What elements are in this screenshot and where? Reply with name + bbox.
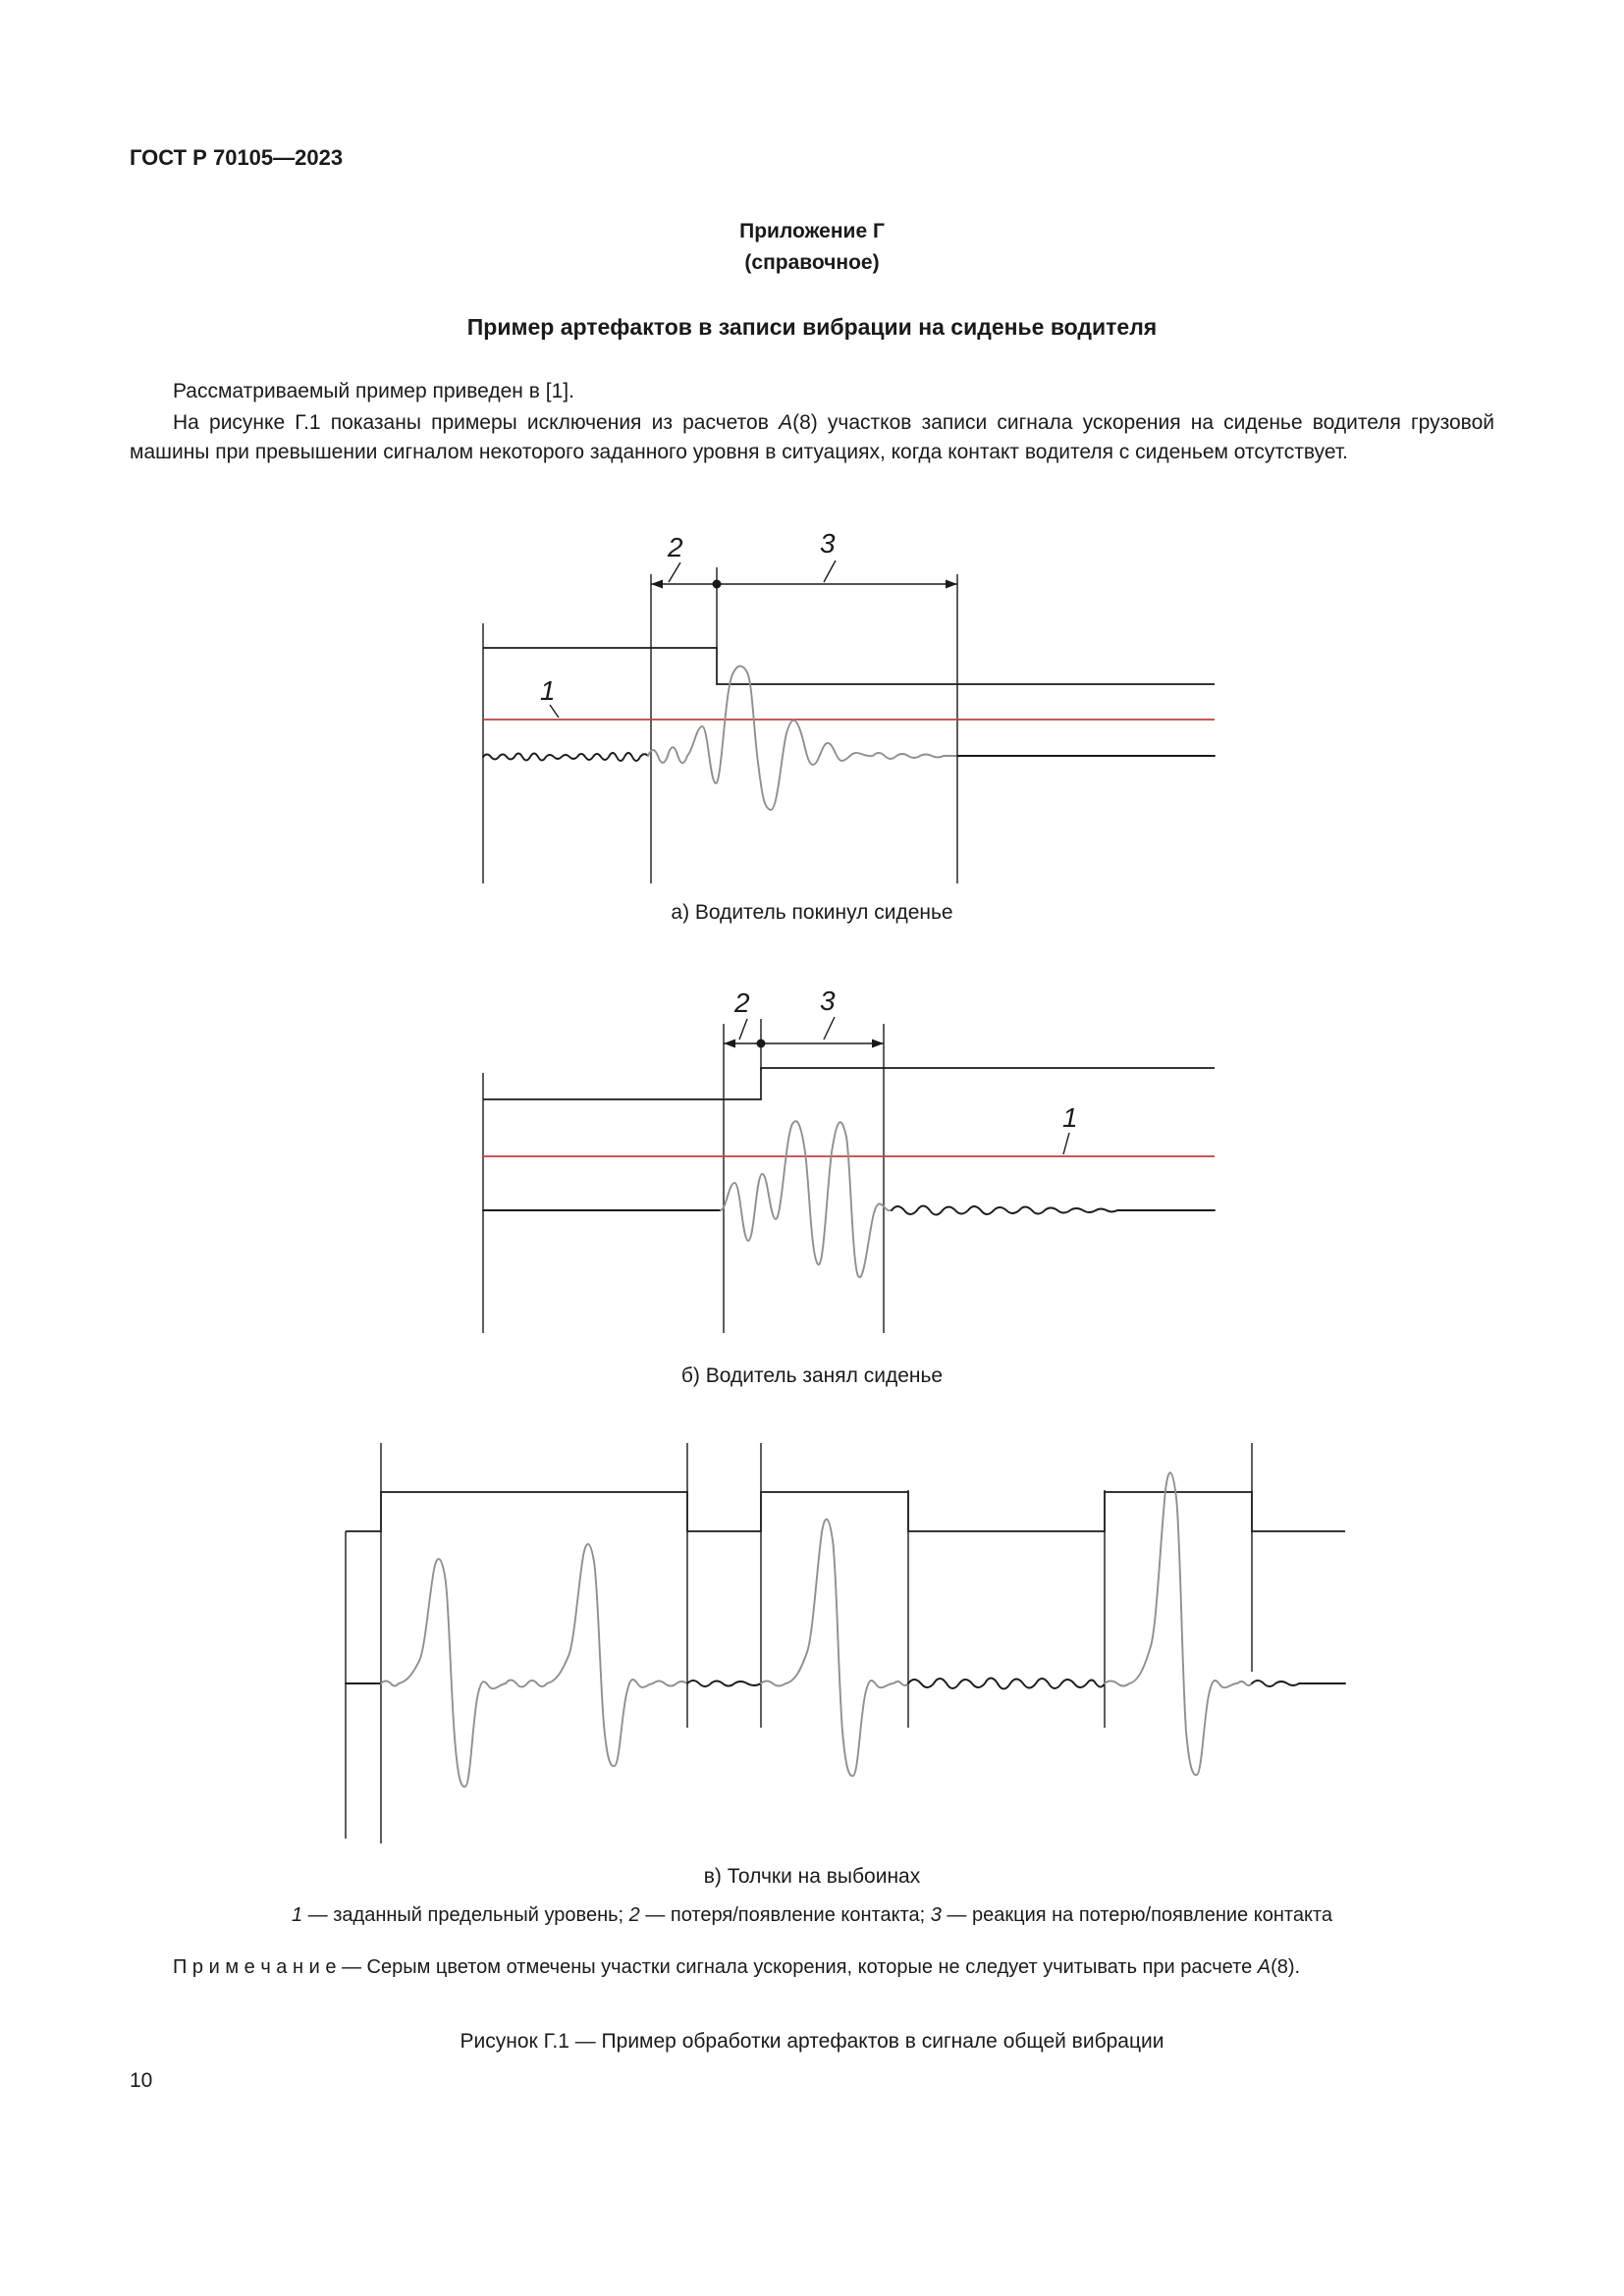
figure-a-plot <box>471 525 1227 898</box>
note <box>130 1953 1494 1982</box>
appendix-title: Приложение Г <box>739 220 885 242</box>
paragraph-2 <box>130 408 1494 467</box>
contact-event-dot <box>757 1040 766 1048</box>
acceleration-signal-mid-1 <box>687 1681 761 1686</box>
gate-signal-line <box>483 1068 1215 1099</box>
paragraph-2-text-tail: (8) участков записи сигнала ускорения на сиденье водителя грузовой машины при превышении сигналом некоторого заданного уровня в ситуациях, когда контакт водителя с сиденьем отсутствует. <box>130 411 1495 463</box>
legend-text-1: — заданный предельный уровень; <box>302 1904 629 1926</box>
figure-b-caption: б) Водитель занял сиденье <box>680 1364 944 1387</box>
note-text: — Серым цветом отмечены участки сигнала ускорения, которые не следует учитывать при расчете <box>336 1956 1258 1978</box>
legend-text-3: — реакция на потерю/появление контакта <box>941 1904 1332 1926</box>
acceleration-signal-excluded-2 <box>761 1520 908 1777</box>
appendix-subtitle: (справочное) <box>744 251 880 274</box>
acceleration-signal-pre <box>483 753 648 761</box>
note-label: П р и м е ч а н и е <box>173 1956 337 1978</box>
dimension-arrowhead-right <box>946 580 957 589</box>
legend-number-3: 3 <box>930 1904 942 1926</box>
gate-signal-line <box>483 648 1215 684</box>
acceleration-signal-excluded <box>648 666 957 810</box>
paragraph-1: Рассматриваемый пример приведен в [1]. <box>173 380 574 402</box>
paragraph-2-italic-a: А <box>779 411 793 434</box>
label-2: 2 <box>734 988 750 1018</box>
figure-legend <box>0 1904 1624 1927</box>
label-3-leader <box>824 1017 835 1040</box>
section-heading: Пример артефактов в записи вибрации на сиденье водителя <box>466 314 1158 340</box>
legend-number-1: 1 <box>292 1904 303 1926</box>
acceleration-signal-post <box>892 1206 1215 1215</box>
label-1: 1 <box>1062 1102 1078 1133</box>
page-number: 10 <box>130 2069 153 2092</box>
document-header: ГОСТ Р 70105—2023 <box>130 145 344 170</box>
note-italic-a: А <box>1257 1956 1272 1978</box>
paragraph-2-text: На рисунке Г.1 показаны примеры исключения из расчетов <box>173 411 780 434</box>
figure-a-boundary-lines <box>483 561 957 883</box>
dimension-arrowhead-right <box>872 1040 884 1048</box>
label-1-leader <box>550 705 559 718</box>
acceleration-signal-mid-2 <box>908 1679 1105 1689</box>
figure-v-caption: в) Толчки на выбоинах <box>703 1865 921 1888</box>
label-2-leader <box>669 562 680 582</box>
figure-main-caption: Рисунок Г.1 — Пример обработки артефактов в сигнале общей вибрации <box>460 2030 1164 2053</box>
label-1: 1 <box>540 675 556 706</box>
acceleration-signal-excluded <box>721 1121 892 1277</box>
dimension-arrowhead-left <box>651 580 663 589</box>
label-2-leader <box>739 1019 747 1040</box>
label-3: 3 <box>820 986 836 1016</box>
figure-b-boundary-lines <box>483 1017 884 1333</box>
figure-a-caption: а) Водитель покинул сиденье <box>671 901 953 924</box>
label-3: 3 <box>820 528 836 559</box>
legend-number-2: 2 <box>628 1904 640 1926</box>
figure-v-boundary-lines <box>346 1443 1252 1843</box>
legend-text-2: — потеря/появление контакта; <box>639 1904 931 1926</box>
figure-b-plot <box>471 980 1227 1362</box>
label-2: 2 <box>668 532 683 562</box>
note-text-tail: (8). <box>1271 1956 1301 1978</box>
contact-event-dot <box>713 580 722 589</box>
figure-v-plot <box>339 1431 1360 1853</box>
acceleration-signal-excluded-3 <box>1105 1472 1252 1775</box>
label-3-leader <box>824 561 836 582</box>
label-1-leader <box>1063 1133 1069 1154</box>
acceleration-signal-excluded-1 <box>381 1544 687 1787</box>
gate-signal-line <box>346 1492 1345 1531</box>
dimension-arrowhead-left <box>724 1040 735 1048</box>
acceleration-signal-post <box>1252 1681 1345 1686</box>
